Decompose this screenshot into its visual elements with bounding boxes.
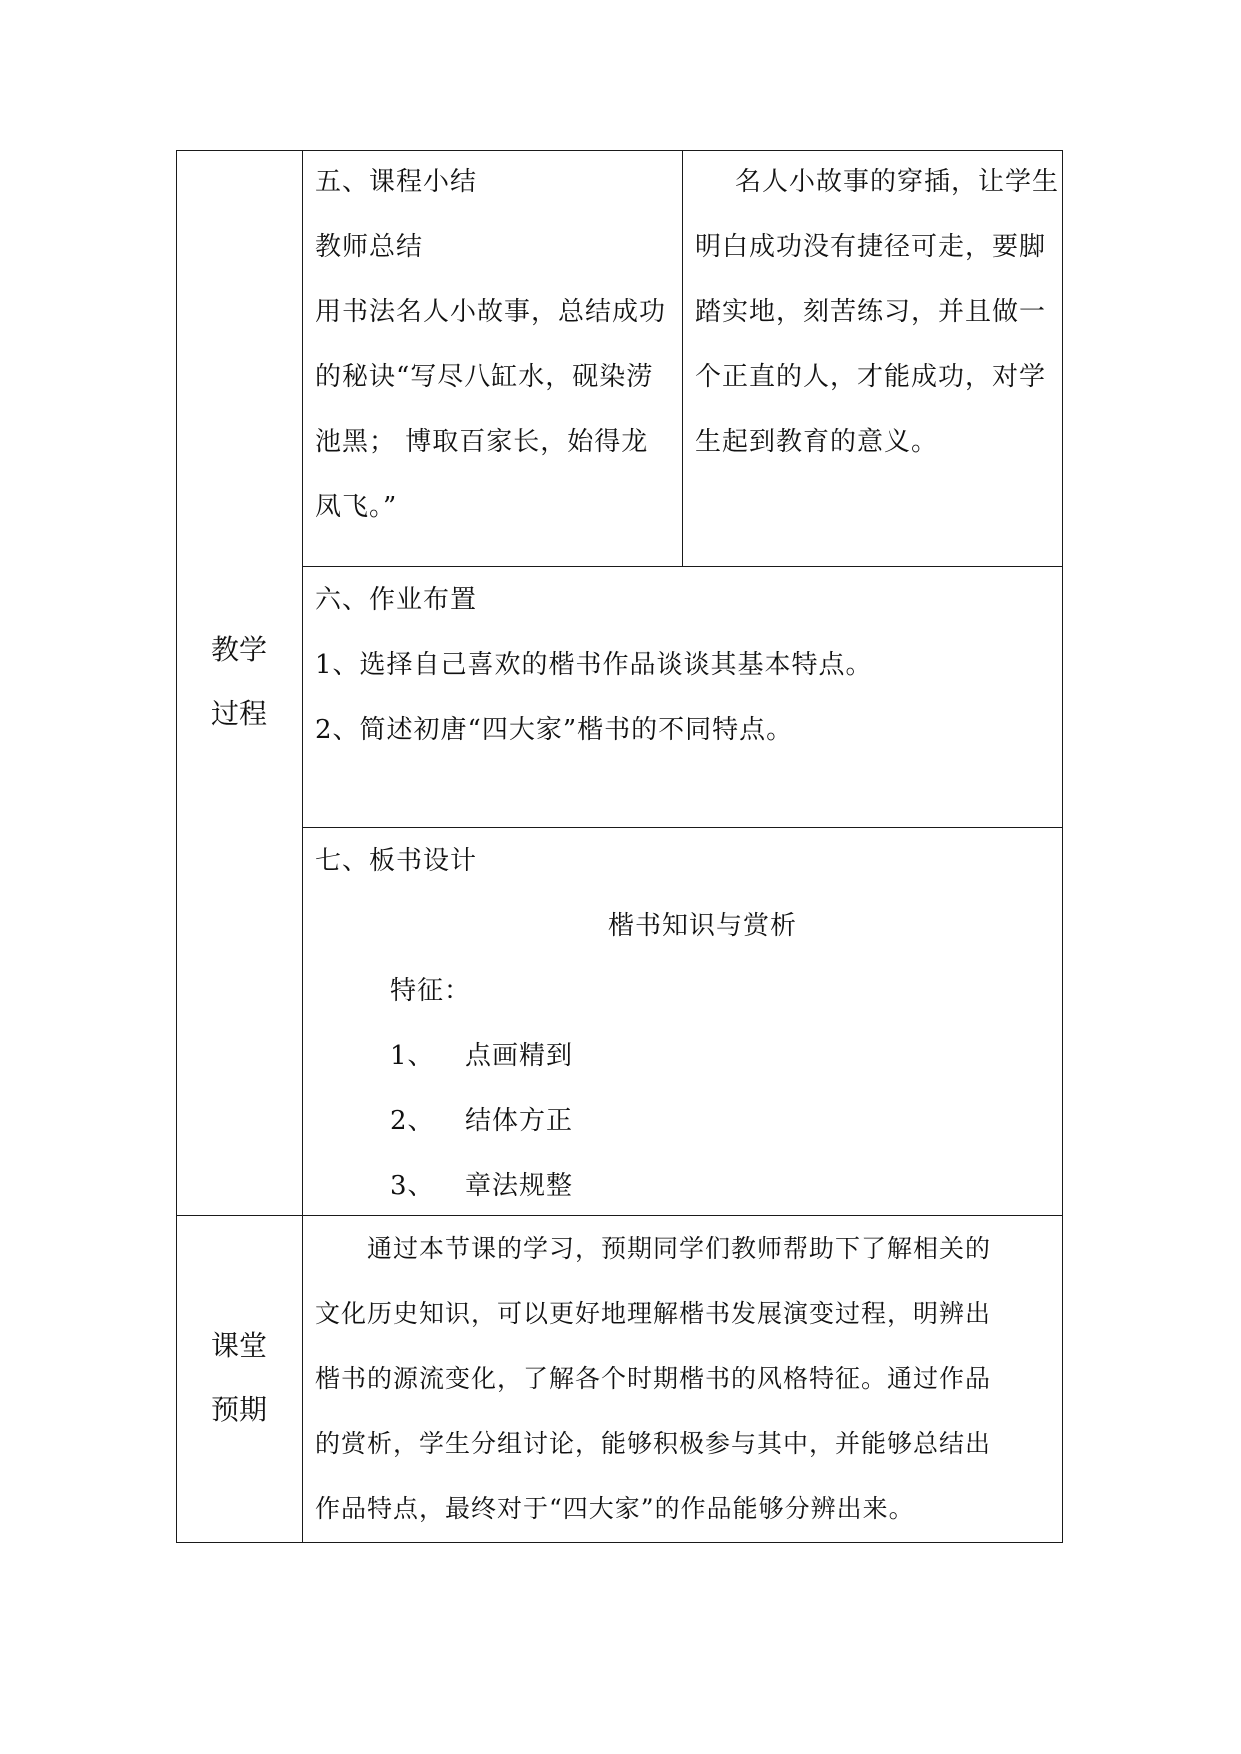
note-line: 个正直的人，才能成功，对学 (695, 362, 1047, 392)
summary-line: 的秘诀“写尽八缸水，砚染涝 (315, 362, 654, 392)
label-line: 教学 (210, 633, 267, 666)
teaching-process-label (176, 618, 302, 746)
expectation-line: 文化历史知识，可以更好地理解楷书发展演变过程，明辨出 (315, 1299, 992, 1328)
note-line: 踏实地，刻苦练习，并且做一 (695, 297, 1047, 327)
board-feature-item (315, 1024, 1050, 1089)
label-line: 过程 (210, 697, 267, 730)
summary-line: 教师总结 (315, 232, 424, 262)
classroom-expectation-label (176, 1314, 302, 1442)
summary-line: 凤飞。” (315, 492, 398, 522)
summary-split-divider (682, 150, 683, 566)
expectation-cell (315, 1216, 1050, 1541)
board-heading: 七、板书设计 (315, 846, 478, 876)
homework-board-divider (302, 827, 1063, 828)
table-border-bottom (176, 1542, 1063, 1543)
summary-heading: 五、课程小结 (315, 167, 478, 197)
summary-cell (315, 150, 666, 540)
expectation-line: 楷书的源流变化，了解各个时期楷书的风格特征。通过作品 (315, 1364, 992, 1393)
lesson-plan-table (176, 150, 1063, 1543)
summary-homework-divider (302, 566, 1063, 567)
expectation-line: 通过本节课的学习，预期同学们教师帮助下了解相关的 (367, 1234, 992, 1263)
feature-number: 2、 (390, 1106, 435, 1136)
table-border-right (1062, 150, 1063, 1543)
feature-text: 结体方正 (465, 1106, 574, 1136)
feature-number: 1、 (390, 1041, 435, 1071)
homework-cell (315, 568, 873, 763)
summary-note-cell (695, 150, 1059, 475)
note-line: 生起到教育的意义。 (695, 427, 939, 457)
label-line: 课堂 (210, 1329, 267, 1362)
homework-heading: 六、作业布置 (315, 585, 478, 615)
feature-text: 点画精到 (465, 1041, 574, 1071)
board-feature-item (315, 1089, 1050, 1154)
board-title: 楷书知识与赏析 (607, 911, 797, 941)
expectation-line: 作品特点，最终对于“四大家”的作品能够分辨出来。 (315, 1494, 915, 1523)
summary-line: 池黑； 博取百家长，始得龙 (315, 427, 649, 457)
summary-line: 用书法名人小故事，总结成功 (315, 297, 667, 327)
homework-item: 2、简述初唐“四大家”楷书的不同特点。 (315, 715, 794, 745)
note-line: 明白成功没有捷径可走，要脚 (695, 232, 1047, 262)
label-column-divider (302, 150, 303, 1543)
label-line: 预期 (210, 1393, 267, 1426)
feature-number: 3、 (390, 1171, 435, 1201)
note-line: 名人小故事的穿插，让学生 (735, 167, 1060, 197)
board-design-cell (315, 829, 1050, 1219)
board-feature-item (315, 1154, 1050, 1219)
board-feature-label: 特征： (390, 976, 472, 1006)
expectation-line: 的赏析，学生分组讨论，能够积极参与其中，并能够总结出 (315, 1429, 992, 1458)
homework-item: 1、选择自己喜欢的楷书作品谈谈其基本特点。 (315, 650, 873, 680)
feature-text: 章法规整 (465, 1171, 574, 1201)
